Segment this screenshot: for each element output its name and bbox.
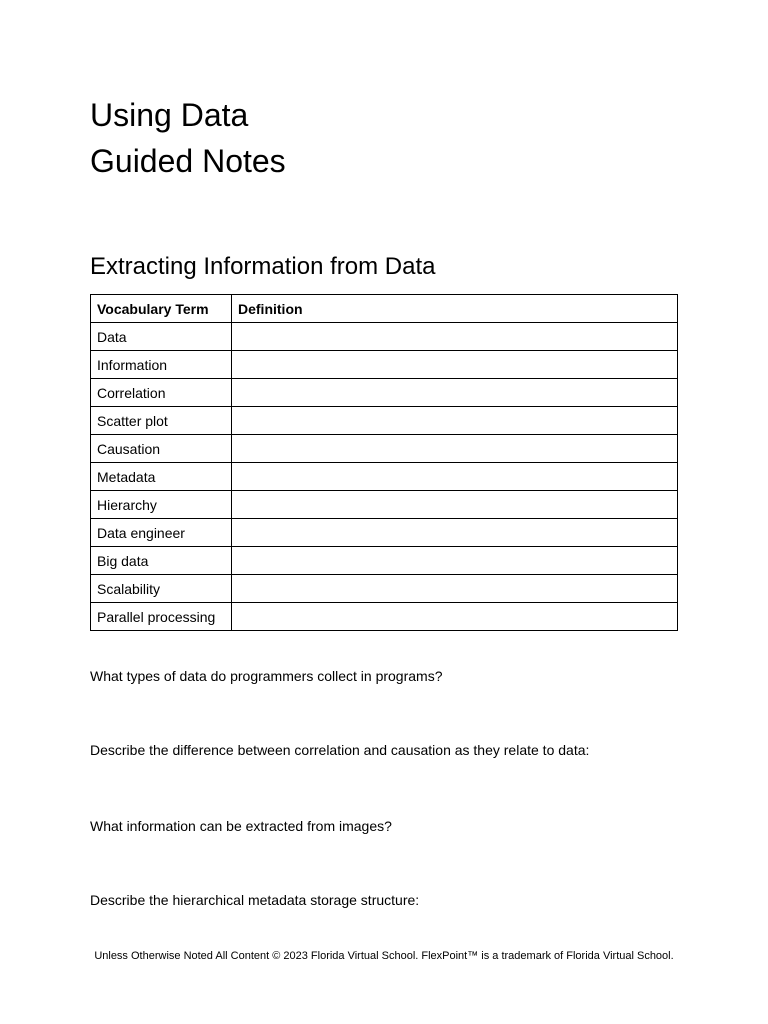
table-row [91, 463, 678, 491]
page-title [90, 92, 286, 184]
vocabulary-table [90, 294, 678, 631]
term-cell: Hierarchy [91, 491, 232, 519]
table-row [91, 603, 678, 631]
definition-cell[interactable] [232, 463, 678, 491]
question-correlation-causation: Describe the difference between correlation and causation as they relate to data: [90, 742, 590, 758]
section-heading: Extracting Information from Data [90, 253, 436, 280]
definition-cell[interactable] [232, 603, 678, 631]
definition-cell[interactable] [232, 491, 678, 519]
definition-cell[interactable] [232, 435, 678, 463]
term-cell: Correlation [91, 379, 232, 407]
table-row [91, 547, 678, 575]
question-image-information: What information can be extracted from images? [90, 818, 392, 834]
definition-cell[interactable] [232, 407, 678, 435]
definition-cell[interactable] [232, 351, 678, 379]
definition-cell[interactable] [232, 323, 678, 351]
table-row [91, 519, 678, 547]
term-cell: Big data [91, 547, 232, 575]
table-row [91, 491, 678, 519]
table-row [91, 379, 678, 407]
title-line-2: Guided Notes [90, 143, 286, 179]
table-row [91, 351, 678, 379]
title-line-1: Using Data [90, 97, 249, 133]
term-cell: Scatter plot [91, 407, 232, 435]
term-cell: Data engineer [91, 519, 232, 547]
column-header-term: Vocabulary Term [91, 295, 232, 323]
copyright-footer: Unless Otherwise Noted All Content © 2023 Florida Virtual School. FlexPoint™ is a trademark of Florida Virtual School. [94, 950, 674, 962]
term-cell: Metadata [91, 463, 232, 491]
term-cell: Information [91, 351, 232, 379]
definition-cell[interactable] [232, 547, 678, 575]
definition-cell[interactable] [232, 575, 678, 603]
table-header-row [91, 295, 678, 323]
question-metadata-structure: Describe the hierarchical metadata storage structure: [90, 892, 420, 908]
definition-cell[interactable] [232, 379, 678, 407]
table-row [91, 323, 678, 351]
column-header-definition: Definition [232, 295, 678, 323]
definition-cell[interactable] [232, 519, 678, 547]
term-cell: Data [91, 323, 232, 351]
table-row [91, 407, 678, 435]
term-cell: Scalability [91, 575, 232, 603]
term-cell: Causation [91, 435, 232, 463]
table-row [91, 435, 678, 463]
table-row [91, 575, 678, 603]
term-cell: Parallel processing [91, 603, 232, 631]
question-data-types: What types of data do programmers collect in programs? [90, 668, 443, 684]
